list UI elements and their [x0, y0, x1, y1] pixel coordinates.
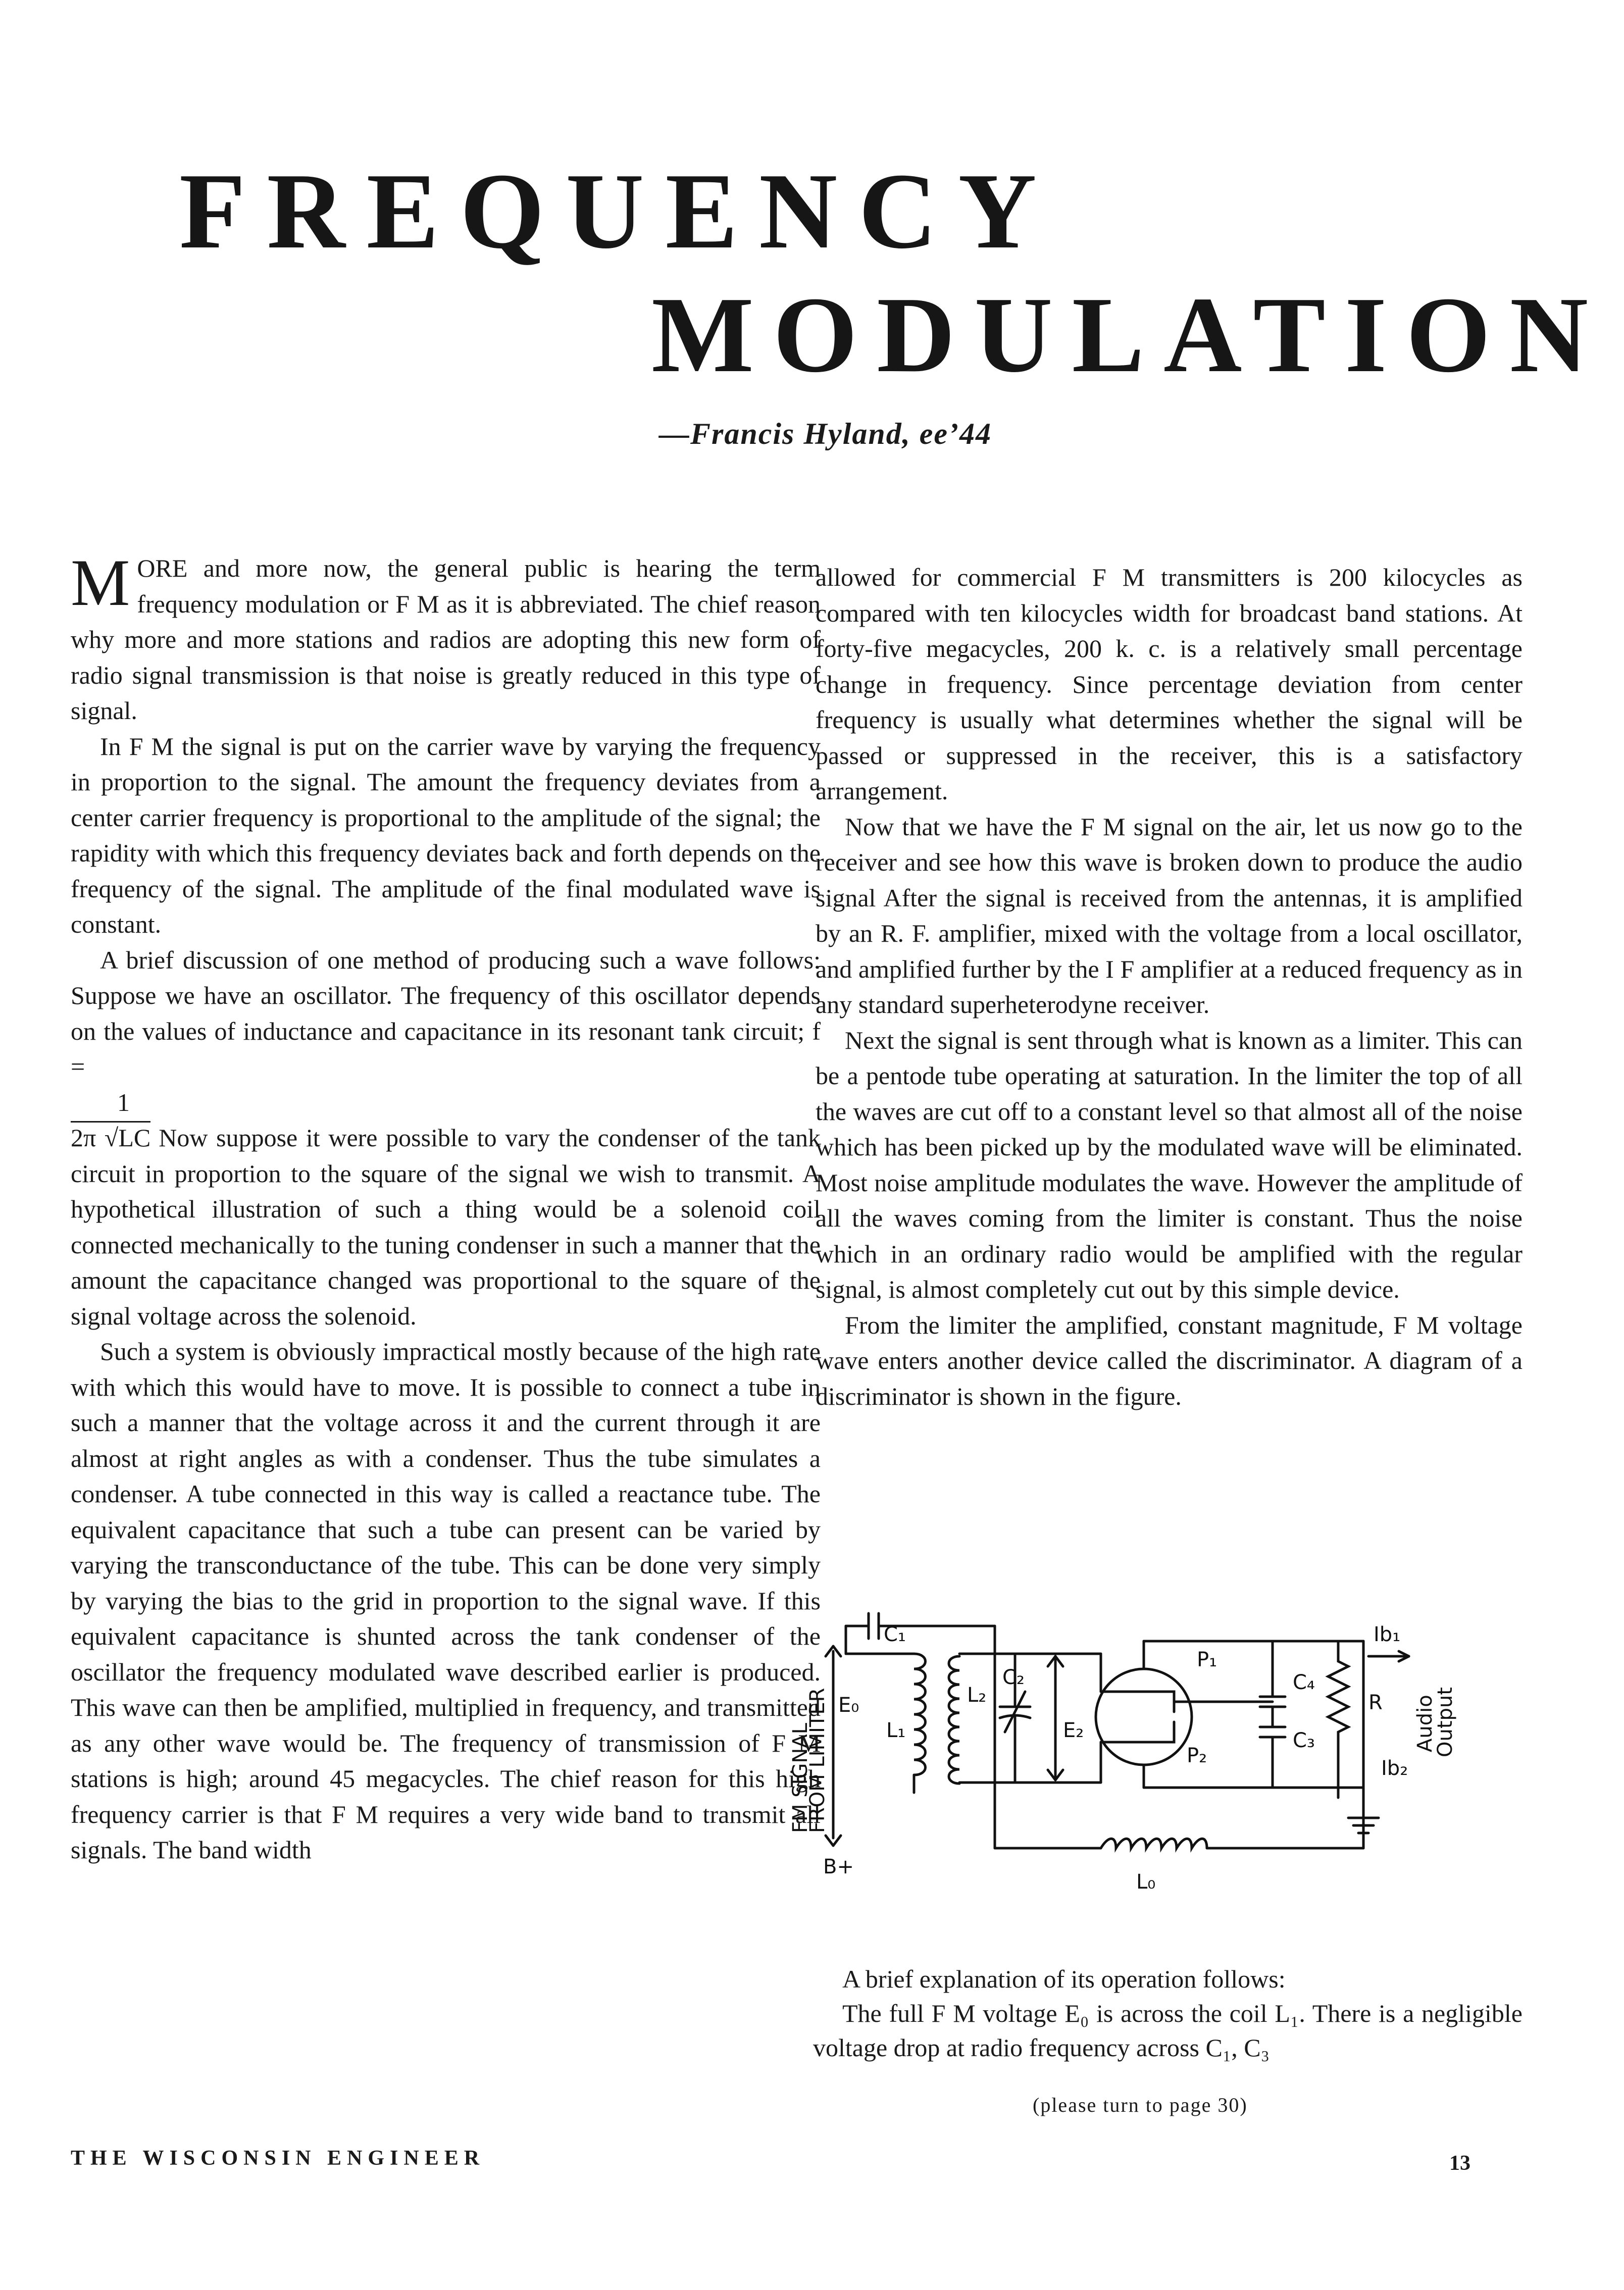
- paragraph: Now that we have the F M signal on the air, let us now go to the receiver and see how this wave is broken down to produce the audio signal After the signal is received from the antennas, it is amplified by an R. F. amplifier, mixed with the voltage from a local oscillator, and amplified further by the I F amplifier at a reduced frequency as in any standard superheterodyne receiver.: [816, 812, 1522, 1019]
- figure-label-b-plus: B+: [823, 1855, 854, 1878]
- figure-label-c3: C₃: [1293, 1729, 1315, 1752]
- resistor-r: [1328, 1641, 1348, 1798]
- figure-label-audio: Audio: [1413, 1695, 1437, 1752]
- diode-tube: [1096, 1669, 1192, 1765]
- figure-label-ib2: Ib₂: [1381, 1757, 1408, 1780]
- paragraph: Such a system is obviously impractical mostly because of the high rate with which this would have to move. It is possible to connect a tube in such a manner that the voltage across it and the current through it are almost at right angles as with a condenser. Thus the tube simulates a condenser. A tube connected in this way is called a reactance tube. The equivalent capacitance that such a tube can present can be varied by varying the transconductance of the tube. This can be done very simply by varying the bias to the grid in proportion to the signal wave. If this equivalent capacitance is shunted across the tank condenser of the oscillator the frequency modulated wave described earlier is produced. This wave can then be amplified, multiplied in frequency, and transmitted as any other wave would be. The frequency of transmission of F M stations is high; around 45 megacycles. The chief reason for this high frequency carrier is that F M requires a very wide band to transmit all signals. The band width: [71, 1337, 821, 1864]
- after-figure-text: [813, 1962, 1522, 2065]
- paragraph-text: Now suppose it were possible to vary the condenser of the tank circuit in proportion to the square of the signal we wish to transmit. A hypothetical illustration of such a thing would be a solenoid coil connected mechanically to the tuning condenser in such a manner that the amount the capacitance changed was proportional to the square of the signal voltage across the solenoid.: [71, 1124, 821, 1330]
- figure-label-p2: P₂: [1187, 1744, 1207, 1767]
- paragraph: In F M the signal is put on the carrier wave by varying the frequency in proportion to the signal. The amount the frequency deviates from a center carrier frequency is proportional to the amplitude of the signal; the rapidity with which this frequency deviates back and forth depends on the frequency of the signal. The amplitude of the final modulated wave is constant.: [71, 732, 821, 938]
- figure-label-r: R: [1368, 1691, 1383, 1714]
- circuit-diagram: [788, 1581, 1525, 1929]
- formula-numerator: 1: [117, 1088, 130, 1116]
- paragraph-text: ORE and more now, the general public is hearing the term frequency modulation or F M as it is abbreviated. The chief reason why more and more stations and radios are adopting this new form of radio signal transmission is that noise is greatly reduced in this type of signal.: [71, 554, 821, 725]
- figure-label-input-2: FROM LIMITER: [806, 1688, 829, 1833]
- figure-label-e2: E₂: [1063, 1719, 1084, 1742]
- figure-label-c4: C₄: [1293, 1671, 1315, 1694]
- figure-label-l1: L₁: [886, 1719, 906, 1742]
- right-column: [816, 559, 1522, 1414]
- figure-label-input-1: FM SIGNAL: [789, 1723, 812, 1833]
- footer-publication: THE WISCONSIN ENGINEER: [71, 2147, 485, 2170]
- figure-label-c1: C₁: [884, 1623, 906, 1646]
- coil-l1: [914, 1654, 926, 1775]
- paragraph: A brief discussion of one method of producing such a wave follows: Suppose we have an oscillator. The frequency of this oscillator depends on the values of inductance and capacitance in its resonant tank circuit; f =: [71, 945, 821, 1081]
- title-line-1: FREQUENCY: [179, 150, 1058, 271]
- figure-label-c2: C₂: [1002, 1666, 1025, 1689]
- drop-cap: M: [71, 545, 130, 620]
- formula: [71, 1085, 821, 1121]
- coil-l2: [949, 1656, 959, 1784]
- coil-l0: [1101, 1839, 1207, 1848]
- byline: —Francis Hyland, ee’44: [659, 417, 992, 450]
- left-column: [71, 545, 821, 1868]
- continuation-note: (please turn to page 30): [1033, 2094, 1248, 2116]
- figure-label-ib1: Ib₁: [1374, 1623, 1401, 1646]
- paragraph: Next the signal is sent through what is known as a limiter. This can be a pentode tube operating at saturation. In the limiter the top of all the waves are cut off to a constant level so that almost all of the noise which has been picked up by the modulated wave will be eliminated. Most noise amplitude modulates the wave. However the amplitude of all the waves coming from the limiter is constant. Thus the noise which in an ordinary radio would be amplified with the regular signal, is almost completely cut out by this simple device.: [816, 1026, 1522, 1303]
- figure-label-output: Output: [1434, 1687, 1457, 1757]
- figure-label-e0: E₀: [838, 1694, 859, 1717]
- paragraph: [71, 545, 821, 729]
- figure-label-l2: L₂: [967, 1684, 987, 1707]
- paragraph: [71, 1120, 821, 1334]
- figure-label-l0: L₀: [1136, 1870, 1156, 1894]
- discriminator-circuit-figure: [788, 1581, 1525, 1929]
- page-number: 13: [1449, 2152, 1470, 2175]
- paragraph: allowed for commercial F M transmitters is 200 kilocycles as compared with ten kilocycles width for broadcast band stations. At forty-five megacycles, 200 k. c. is a relatively small percentage change in frequency. Since percentage deviation from center frequency is usually what determines whether the signal will be passed or suppressed in the receiver, this is a satisfactory arrangement.: [816, 563, 1522, 805]
- title-line-2: MODULATION: [651, 274, 1607, 395]
- paragraph: From the limiter the amplified, constant magnitude, F M voltage wave enters another device called the discriminator. A diagram of a discriminator is shown in the figure.: [816, 1310, 1522, 1410]
- paragraph: The full F M voltage E₀ is across the coil L₁. There is a negligible voltage drop at radio frequency across C₁, C₃: [813, 1999, 1522, 2062]
- formula-denominator: 2π √LC: [71, 1121, 150, 1152]
- paragraph: A brief explanation of its operation follows:: [842, 1965, 1286, 1993]
- figure-label-p1: P₁: [1197, 1648, 1217, 1671]
